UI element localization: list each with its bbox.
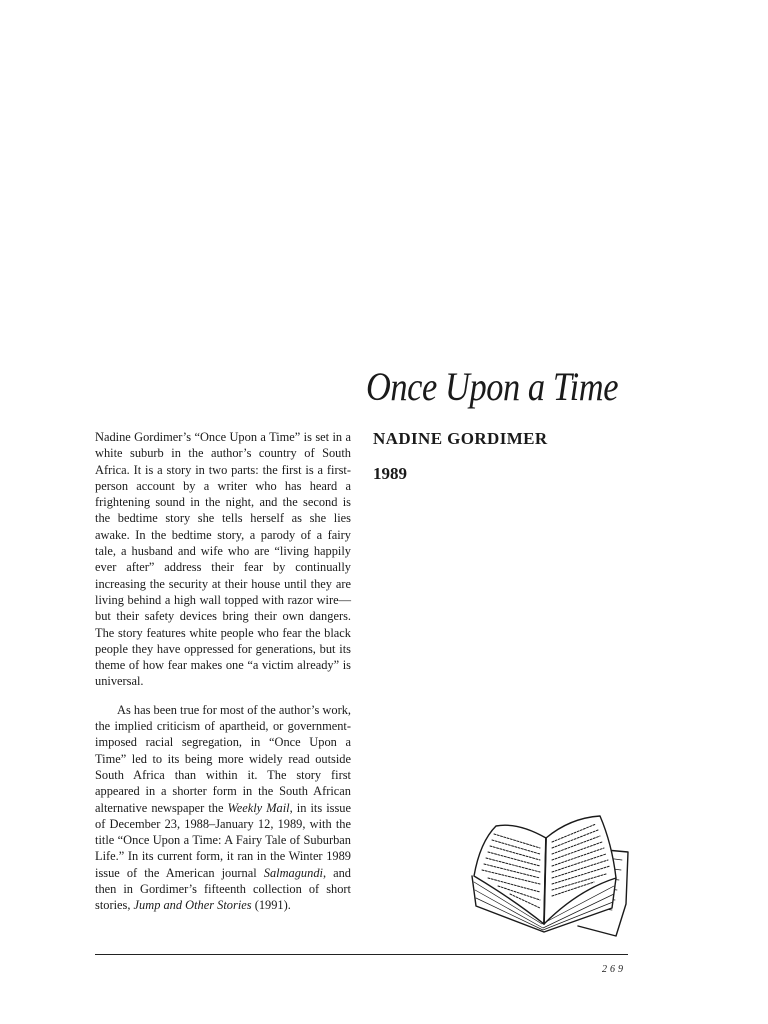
author-name: NADINE GORDIMER — [373, 429, 548, 448]
text-run: (1991). — [251, 898, 291, 913]
intro-column — [95, 429, 351, 926]
open-book-icon — [466, 808, 636, 940]
collection-title: Jump and Other Stories — [133, 898, 252, 913]
footer-rule — [95, 954, 628, 955]
page-number: 269 — [602, 964, 626, 975]
intro-paragraph-1: Nadine Gordimer’s “Once Upon a Time” is set in a white suburb in the author’s country of South Africa. It is a story in two parts: the first is a first-person account by a writer who has heard a frightening sound in the night, and the second is the bedtime story she tells herself as she lies awake. In the bedtime story, a parody of a fairy tale, a husband and wife who are “living happily ever after” address their fear by continually increasing the security at their house until they are living behind a high wall topped with razor wire—but their safety devices bring their own dangers. The story features white people who fear the black people they have oppressed for generations, but its theme of how fear makes one “a victim already” is universal. — [95, 430, 351, 689]
text-run: As has been true for most of the author’s work, the implied criticism of apartheid, or government-imposed racial segregation, in “Once Upon a Time” led to its being more widely read outside South Africa than within it. The story first appeared in a shorter form in the South African alternative newspaper the — [95, 702, 351, 815]
journal-title: Salmagundi — [263, 865, 323, 880]
text-run: , and then in Gordimer’s fifteenth collection of short stories, — [95, 865, 351, 913]
newspaper-title: Weekly Mail — [227, 800, 290, 815]
text-run: , in its issue of December 23, 1988–January 12, 1989, with the title “Once Upon a Time: A Fairy Tale of Suburban Life.” In its current form, it ran in the Winter 1989 issue of the American journal — [95, 800, 351, 880]
publication-year: 1989 — [373, 464, 407, 483]
page-title: Once Upon a Time — [366, 364, 619, 409]
intro-paragraph-2 — [95, 702, 351, 914]
